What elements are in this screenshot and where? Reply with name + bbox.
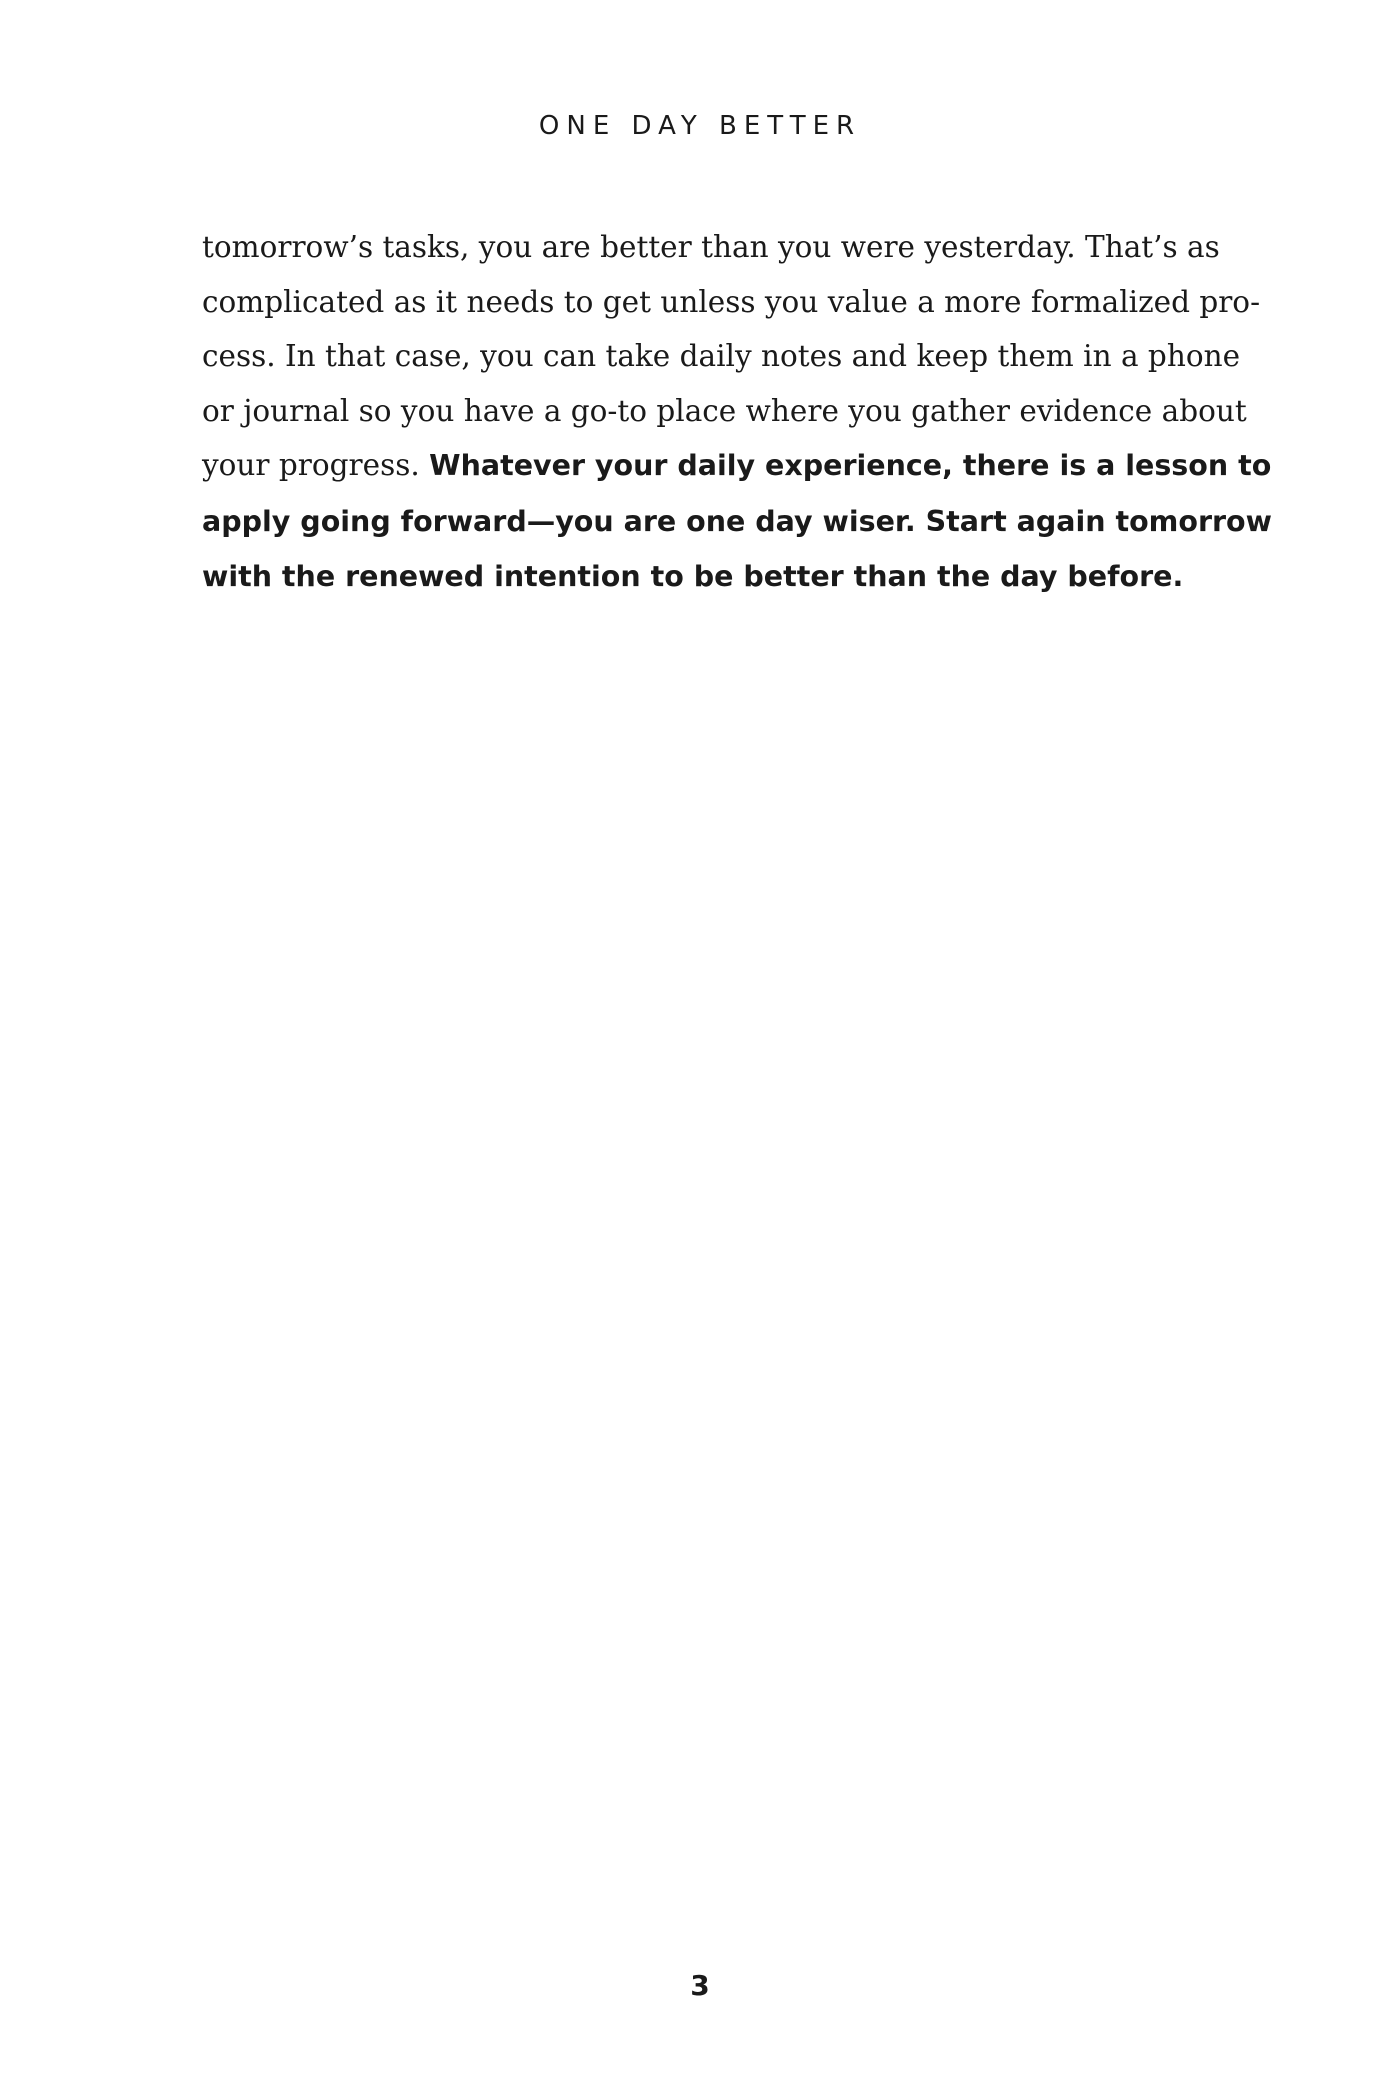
paragraph-line	[202, 384, 1247, 439]
paragraph-line	[202, 438, 1272, 494]
emphasized-text: Whatever your daily experience, there is a lesson to	[429, 449, 1272, 482]
running-header: ONE DAY BETTER	[538, 111, 862, 141]
body-paragraph	[202, 220, 1272, 605]
regular-text: your progress.	[202, 448, 430, 482]
paragraph-line	[202, 329, 1241, 384]
emphasized-text: apply going forward—you are one day wiser. Start again tomorrow	[202, 504, 1272, 538]
paragraph-line	[202, 494, 1272, 550]
regular-text: complicated as it needs to get unless you value a more formalized pro-	[202, 284, 1261, 319]
paragraph-line	[202, 549, 1202, 605]
page-number: 3	[690, 1969, 710, 2002]
regular-text: or journal so you have a go-to place where you gather evidence about	[202, 393, 1247, 428]
paragraph-line	[202, 220, 1220, 275]
regular-text: tomorrow’s tasks, you are better than you were yesterday. That’s as	[202, 230, 1220, 264]
regular-text: cess. In that case, you can take daily notes and keep them in a phone	[202, 339, 1241, 373]
emphasized-text: with the renewed intention to be better than the day before.	[202, 560, 1184, 593]
paragraph-line	[202, 275, 1261, 330]
